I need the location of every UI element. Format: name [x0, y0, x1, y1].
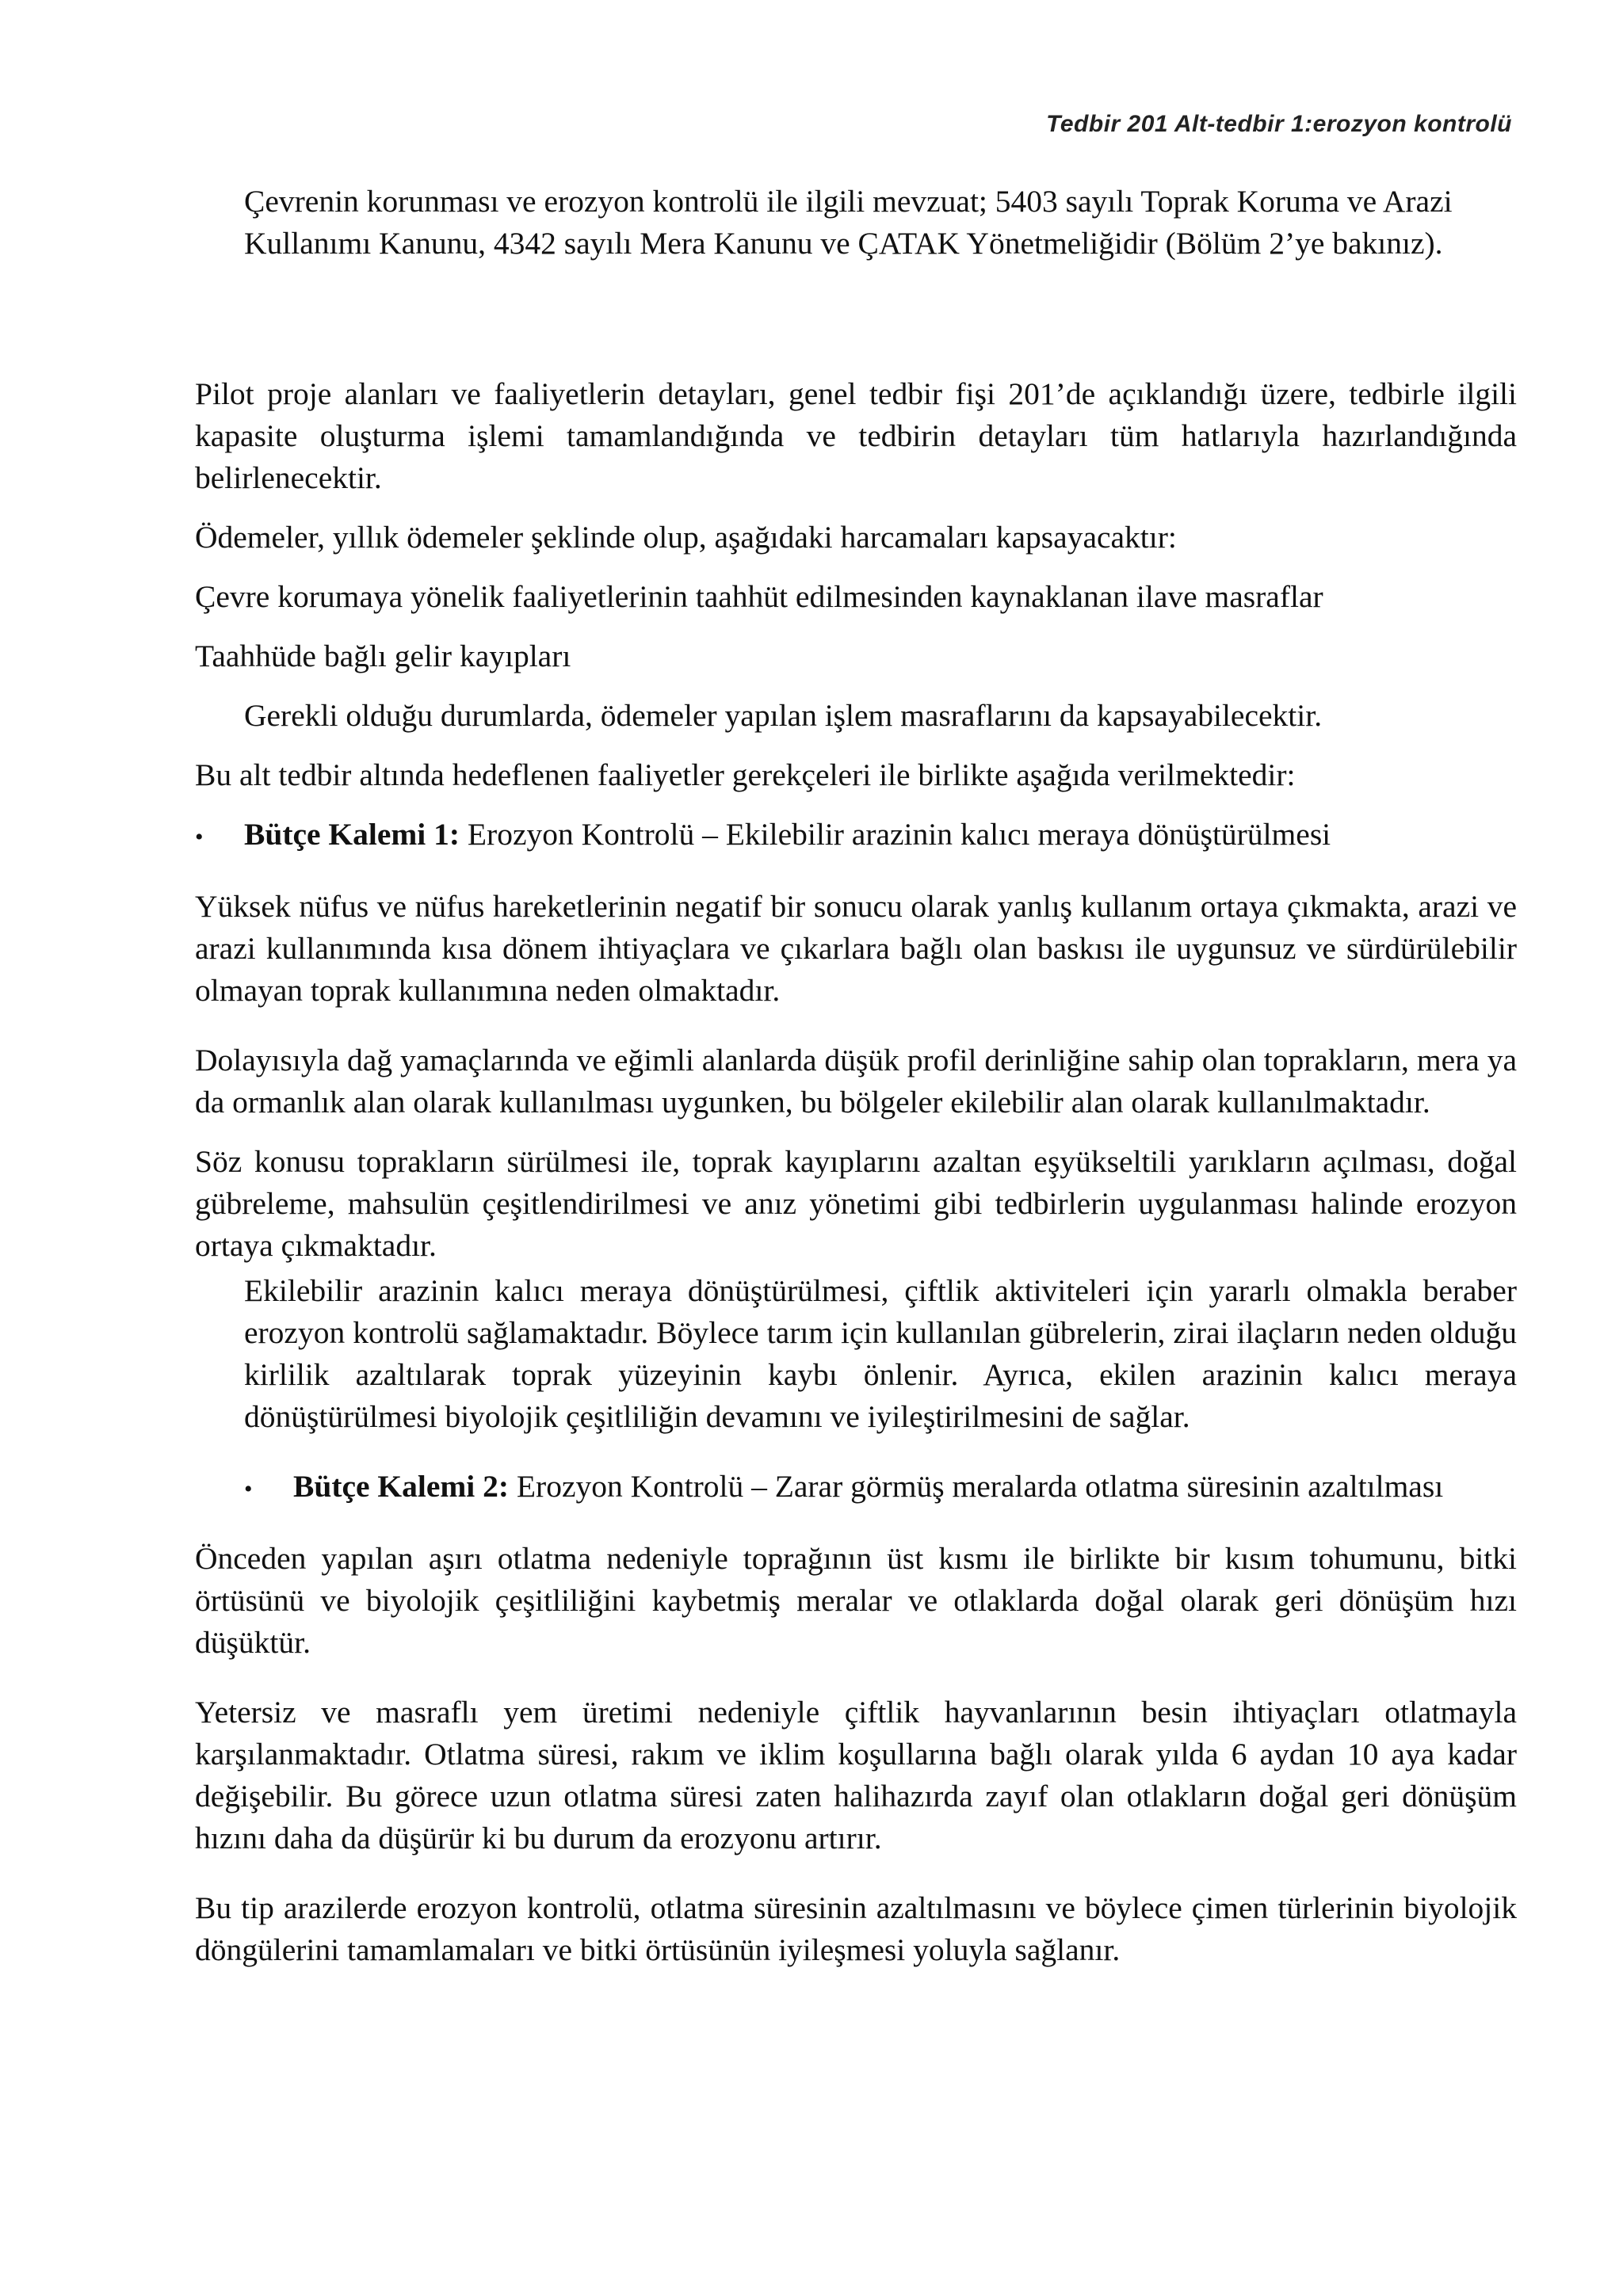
budget-item-2-label: Bütçe Kalemi 2: [293, 1469, 510, 1504]
paragraph-erosion-control: Bu tip arazilerde erozyon kontrolü, otlatma süresinin azaltılmasını ve böylece çimen türlerinin biyolojik döngülerini tamamlamaları ve bitki örtüsünün iyileşmesi yoluyla sağlanır. [195, 1890, 1517, 1967]
paragraph-transaction-costs: Gerekli olduğu durumlarda, ödemeler yapılan işlem masraflarını da kapsayabilecektir. [244, 698, 1323, 733]
bullet-icon: • [195, 824, 204, 850]
budget-item-1-text [244, 814, 1331, 856]
budget-item-1-label: Bütçe Kalemi 1: [244, 817, 460, 852]
document-body [195, 181, 1517, 1971]
paragraph-overgrazing: Önceden yapılan aşırı otlatma nedeniyle toprağının üst kısmı ile birlikte bir kısım tohumunu, bitki örtüsünü ve biyolojik çeşitliliğini kaybetmiş meralar ve otlaklarda doğal olarak geri dönüşüm hızı düşüktür. [195, 1541, 1517, 1660]
running-header: Tedbir 201 Alt-tedbir 1:erozyon kontrolü [1046, 111, 1512, 137]
paragraph-target-activities: Bu alt tedbir altında hedeflenen faaliyetler gerekçeleri ile birlikte aşağıda verilmektedir: [195, 757, 1296, 792]
paragraph-tillage: Söz konusu toprakların sürülmesi ile, toprak kayıplarını azaltan eşyükseltili yarıkların açılması, doğal gübreleme, mahsulün çeşitlendirilmesi ve anız yönetimi gibi tedbirlerin uygulanması halinde erozyon ortaya çıkmaktadır. [195, 1144, 1517, 1263]
budget-item-2-desc: Erozyon Kontrolü – Zarar görmüş meralarda otlatma süresinin azaltılması [509, 1469, 1444, 1504]
paragraph-legislation: Çevrenin korunması ve erozyon kontrolü ile ilgili mevzuat; 5403 sayılı Toprak Koruma ve Arazi Kullanımı Kanunu, 4342 sayılı Mera Kanunu ve ÇATAK Yönetmeliğidir (Bölüm 2’ye bakınız). [244, 184, 1453, 261]
paragraph-extra-costs: Çevre korumaya yönelik faaliyetlerinin taahhüt edilmesinden kaynaklanan ilave masraflar [195, 579, 1323, 614]
budget-item-1-desc: Erozyon Kontrolü – Ekilebilir arazinin kalıcı meraya dönüştürülmesi [460, 817, 1331, 852]
paragraph-income-loss: Taahhüde bağlı gelir kayıpları [195, 639, 571, 673]
paragraph-population-pressure: Yüksek nüfus ve nüfus hareketlerinin negatif bir sonucu olarak yanlış kullanım ortaya çıkmakta, arazi ve arazi kullanımında kısa dönem ihtiyaçlara ve çıkarlara bağlı olan baskısı ile uygunsuz ve sürdürülebilir olmayan toprak kullanımına neden olmaktadır. [195, 889, 1517, 1008]
budget-item-1 [195, 814, 1517, 858]
paragraph-fodder: Yetersiz ve masraflı yem üretimi nedeniyle çiftlik hayvanlarının besin ihtiyaçları otlatmayla karşılanmaktadır. Otlatma süresi, rakım ve iklim koşullarına bağlı olarak yılda 6 aydan 10 aya kadar değişebilir. Bu görece uzun otlatma süresi zaten halihazırda zayıf olan otlakların doğal geri dönüşüm hızını daha da düşürür ki bu durum da erozyonu artırır. [195, 1695, 1517, 1855]
paragraph-payments: Ödemeler, yıllık ödemeler şeklinde olup, aşağıdaki harcamaları kapsayacaktır: [195, 520, 1177, 555]
paragraph-slopes: Dolayısıyla dağ yamaçlarında ve eğimli alanlarda düşük profil derinliğine sahip olan toprakların, mera ya da ormanlık alan olarak kullanılması uygunken, bu bölgeler ekilebilir alan olarak kullanılmaktadır. [195, 1043, 1517, 1119]
paragraph-pilot-areas: Pilot proje alanları ve faaliyetlerin detayları, genel tedbir fişi 201’de açıklandığı üzere, tedbirle ilgili kapasite oluşturma işlemi tamamlandığında ve tedbirin detayları tüm hatlarıyla hazırlandığında belirlenecektir. [195, 376, 1517, 495]
budget-item-2-text [293, 1466, 1443, 1508]
paragraph-pasture-conversion: Ekilebilir arazinin kalıcı meraya dönüştürülmesi, çiftlik aktiviteleri için yararlı olmakla beraber erozyon kontrolü sağlamaktadır. Böylece tarım için kullanılan gübrelerin, zirai ilaçların neden olduğu kirlilik azaltılarak toprak yüzeyinin kaybı önlenir. Ayrıca, ekilen arazinin kalıcı meraya dönüştürülmesi biyolojik çeşitliliğin devamını ve iyileştirilmesini de sağlar. [244, 1273, 1517, 1434]
budget-item-2 [244, 1466, 1517, 1510]
bullet-icon: • [244, 1476, 253, 1502]
